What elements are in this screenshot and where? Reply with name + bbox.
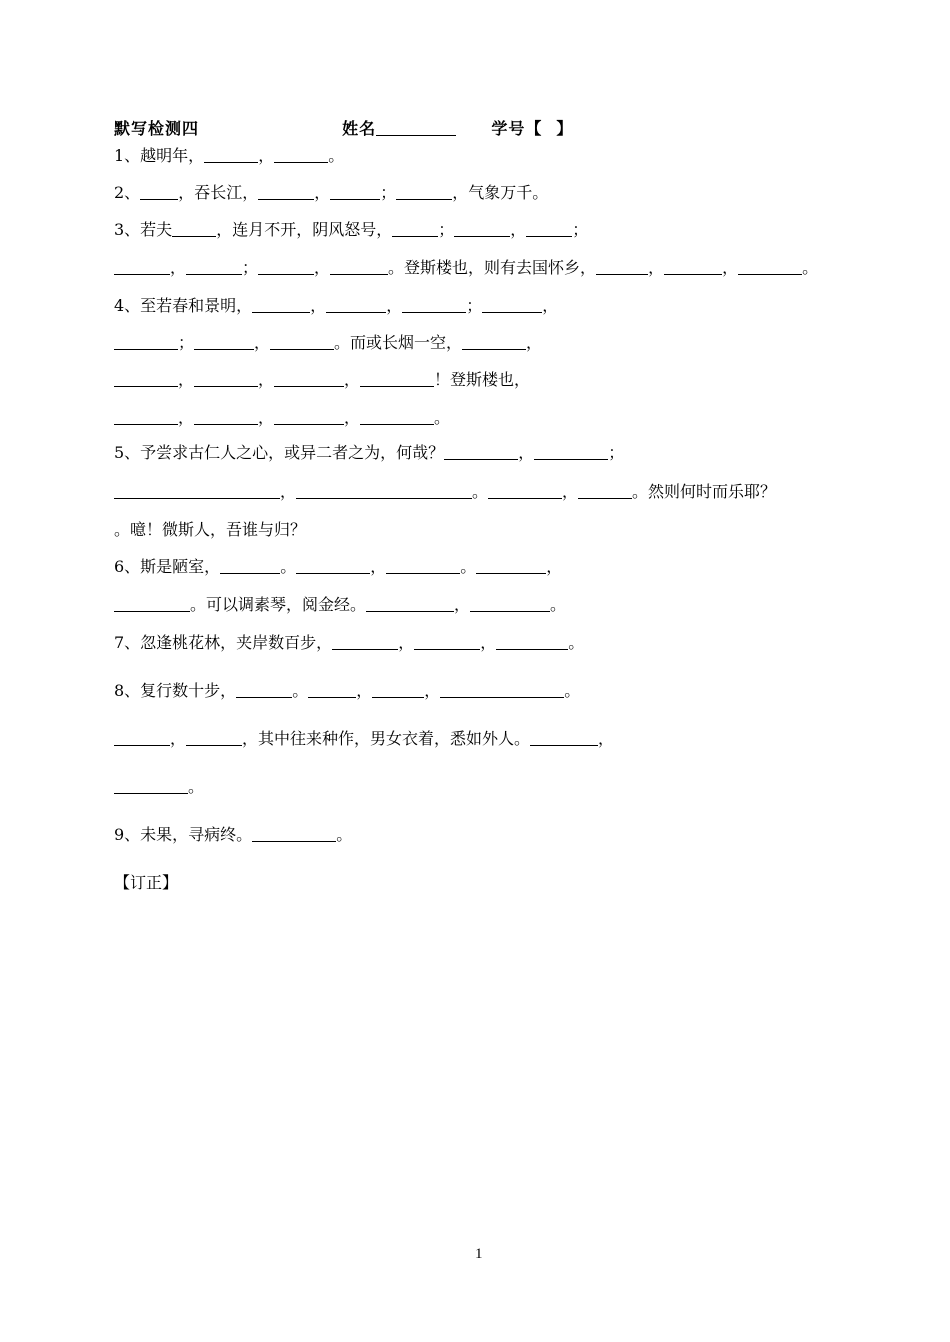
worksheet-title: 默写检测四 [114,119,200,138]
answer-blank[interactable] [462,333,526,350]
page-number: 1 [475,1246,483,1262]
name-label: 姓名 [342,119,377,138]
answer-blank[interactable] [114,595,190,612]
question-text: 。 [336,825,353,844]
question-line [114,219,588,241]
answer-blank[interactable] [172,220,216,237]
answer-blank[interactable] [258,258,314,275]
question-text: ； [178,333,195,352]
question-text: 。 [280,557,297,576]
question-text: 。 [328,146,345,165]
question-text: ； [572,220,589,239]
question-text: ， [254,333,271,352]
question-text: ， [258,146,275,165]
question-text: ， [454,595,471,614]
question-text: ！登斯楼也， [434,370,531,389]
answer-blank[interactable] [738,258,802,275]
question-text: ， [178,408,195,427]
question-text: 8、复行数十步， [114,681,237,700]
name-blank[interactable] [376,119,456,136]
answer-blank[interactable] [274,370,344,387]
question-text: ， [648,258,665,277]
answer-blank[interactable] [114,408,178,425]
question-text: ， [258,370,275,389]
question-text: ， [424,681,441,700]
question-text: ， [314,183,331,202]
question-text: ， [510,220,527,239]
question-text: 1、越明年， [114,146,205,165]
answer-blank[interactable] [274,146,328,163]
question-text: ， [170,258,187,277]
question-text: ， [562,482,579,501]
question-text: 。 [472,482,489,501]
answer-blank[interactable] [194,370,258,387]
question-text: 【订正】 [114,873,179,892]
answer-blank[interactable] [444,443,518,460]
question-text: ， [598,729,615,748]
answer-blank[interactable] [308,681,356,698]
question-text: ， [344,370,361,389]
question-text: 。 [460,557,477,576]
answer-blank[interactable] [296,482,472,499]
answer-blank[interactable] [414,633,480,650]
answer-blank[interactable] [440,681,564,698]
answer-blank[interactable] [496,633,568,650]
question-text: ， [526,333,543,352]
question-text: 。 [564,681,581,700]
question-line [114,556,562,578]
answer-blank[interactable] [392,220,438,237]
question-text: ， [480,633,497,652]
answer-blank[interactable] [372,681,424,698]
question-line [114,295,558,317]
answer-blank[interactable] [114,729,170,746]
answer-blank[interactable] [114,482,280,499]
question-text: ； [438,220,455,239]
question-line [114,182,548,204]
question-text: ，吞长江， [178,183,259,202]
question-text: ， [722,258,739,277]
question-line [114,594,566,616]
answer-blank[interactable] [386,557,460,574]
question-text: 。可以调素琴，阅金经。 [190,595,367,614]
question-text: ， [356,681,373,700]
question-line [114,728,614,750]
question-text: 4、至若春和景明， [114,296,253,315]
question-text: 7、忽逢桃花林，夹岸数百步， [114,633,333,652]
answer-blank[interactable] [402,296,466,313]
worksheet-header [114,118,573,140]
answer-blank[interactable] [526,220,572,237]
answer-blank[interactable] [274,408,344,425]
question-line [114,442,624,464]
answer-blank[interactable] [596,258,648,275]
answer-blank[interactable] [220,557,280,574]
question-text: 。登斯楼也，则有去国怀乡， [388,258,597,277]
question-text: ， [398,633,415,652]
question-text: 。 [550,595,567,614]
question-line [114,680,580,702]
answer-blank[interactable] [236,681,292,698]
answer-blank[interactable] [330,258,388,275]
question-text: 2、 [114,183,141,202]
question-text: ； [380,183,397,202]
answer-blank[interactable] [360,408,434,425]
answer-blank[interactable] [664,258,722,275]
answer-blank[interactable] [186,729,242,746]
question-line [114,824,352,846]
answer-blank[interactable] [476,557,546,574]
question-text: ； [608,443,625,462]
question-text: 。 [292,681,309,700]
question-text: ， [258,408,275,427]
question-line [114,407,450,429]
question-text: ， [518,443,535,462]
answer-blank[interactable] [330,183,380,200]
question-text: 。噫！微斯人，吾谁与归？ [114,520,307,539]
question-text: ， [542,296,559,315]
question-text: ， [344,408,361,427]
answer-blank[interactable] [194,333,254,350]
question-text: ，连月不开，阴风怒号， [216,220,393,239]
question-text: ， [314,258,331,277]
question-text: ，气象万千。 [452,183,549,202]
question-line [114,872,178,894]
answer-blank[interactable] [482,296,542,313]
question-text: 。 [802,258,819,277]
question-text: 。而或长烟一空， [334,333,463,352]
answer-blank[interactable] [114,777,188,794]
answer-blank[interactable] [270,333,334,350]
question-line [114,776,204,798]
answer-blank[interactable] [252,825,336,842]
question-text: ， [370,557,387,576]
question-text: ， [546,557,563,576]
question-text: ， [310,296,327,315]
question-text: ， [170,729,187,748]
question-line [114,481,776,503]
answer-blank[interactable] [360,370,434,387]
answer-blank[interactable] [258,183,314,200]
answer-blank[interactable] [194,408,258,425]
question-text: 。 [568,633,585,652]
question-line [114,519,306,541]
answer-blank[interactable] [204,146,258,163]
question-text: ， [280,482,297,501]
student-id-label: 学号【 [491,119,543,138]
question-line [114,369,530,391]
question-text: 。 [434,408,451,427]
answer-blank[interactable] [140,183,178,200]
question-line [114,145,344,167]
question-text: 5、予尝求古仁人之心，或异二者之为，何哉？ [114,443,445,462]
question-line [114,332,542,354]
question-line [114,632,584,654]
question-text: ； [242,258,259,277]
question-text: 6、斯是陋室， [114,557,221,576]
question-text: 。 [188,777,205,796]
question-text: ， [386,296,403,315]
answer-blank[interactable] [114,258,170,275]
student-id-close: 】 [556,119,574,138]
question-text: 3、若夫 [114,220,173,239]
answer-blank[interactable] [470,595,550,612]
question-text: ， [178,370,195,389]
answer-blank[interactable] [332,633,398,650]
question-text: ，其中往来种作，男女衣着，悉如外人。 [242,729,531,748]
answer-blank[interactable] [488,482,562,499]
answer-blank[interactable] [578,482,632,499]
answer-blank[interactable] [530,729,598,746]
answer-blank[interactable] [396,183,452,200]
answer-blank[interactable] [366,595,454,612]
answer-blank[interactable] [454,220,510,237]
answer-blank[interactable] [534,443,608,460]
question-text: 。然则何时而乐耶？ [632,482,777,501]
answer-blank[interactable] [114,370,178,387]
answer-blank[interactable] [186,258,242,275]
answer-blank[interactable] [252,296,310,313]
answer-blank[interactable] [326,296,386,313]
question-line [114,257,818,279]
answer-blank[interactable] [114,333,178,350]
answer-blank[interactable] [296,557,370,574]
question-text: 9、未果，寻病终。 [114,825,253,844]
question-text: ； [466,296,483,315]
